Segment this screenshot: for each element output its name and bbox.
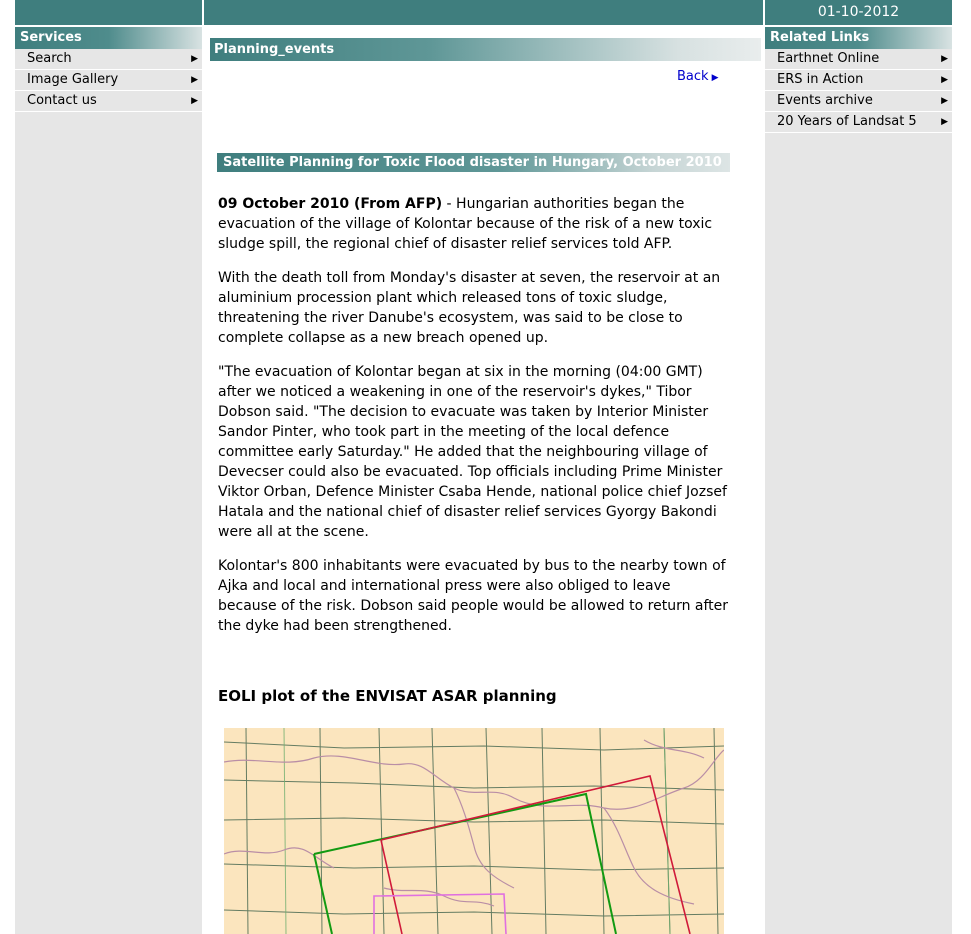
caret-right-icon: ▶ [941, 117, 948, 127]
article-lead: 09 October 2010 (From AFP) [218, 196, 443, 212]
related-link-ers-in-action[interactable] [765, 70, 952, 91]
services-item-image-gallery[interactable] [15, 70, 202, 91]
services-sidebar [15, 27, 202, 934]
services-item-label: Contact us [27, 93, 97, 108]
article-title: Satellite Planning for Toxic Flood disaster in Hungary, October 2010 [217, 153, 730, 172]
related-link-landsat-5[interactable] [765, 112, 952, 133]
caret-right-icon: ▶ [191, 96, 198, 106]
top-bar-center [204, 0, 763, 25]
eoli-plot-title: EOLI plot of the ENVISAT ASAR planning [218, 687, 557, 705]
article-paragraph: Kolontar's 800 inhabitants were evacuated by bus to the nearby town of Ajka and local and international press were also obliged to leave because of the risk. Dobson said people would be allowed to return after the dyke had been strengthened. [218, 558, 729, 634]
article-paragraph [218, 194, 733, 254]
article-paragraph: With the death toll from Monday's disaster at seven, the reservoir at an aluminium procession plant which released tons of toxic sludge, threatening the river Danube's ecosystem, was said to be close to complete collapse as a new breach opened up. [218, 270, 721, 346]
services-heading: Services [15, 27, 202, 49]
related-link-label: ERS in Action [777, 72, 864, 87]
caret-right-icon: ▶ [191, 75, 198, 85]
date-display: 01-10-2012 [765, 0, 952, 25]
related-links-sidebar [765, 27, 952, 934]
services-item-label: Image Gallery [27, 72, 119, 87]
article-body [218, 194, 733, 650]
caret-right-icon: ▶ [941, 75, 948, 85]
section-heading: Planning_events [210, 38, 761, 61]
services-item-label: Search [27, 51, 72, 66]
back-link-label: Back [677, 69, 709, 84]
related-link-label: 20 Years of Landsat 5 [777, 114, 917, 129]
article-lead-text: - Hungarian authorities began the evacuation of the village of Kolontar because of the risk of a new toxic sludge spill, the regional chief of disaster relief services told AFP. [218, 196, 713, 252]
eoli-plot-map [224, 728, 724, 934]
back-link[interactable] [677, 69, 718, 84]
article-paragraph: "The evacuation of Kolontar began at six in the morning (04:00 GMT) after we noticed a weakening in one of the reservoir's dykes," Tibor Dobson said. "The decision to evacuate was taken by Interior Minister Sandor Pinter, who took part in the meeting of the local defence committee early Saturday." He added that the neighbouring village of Devecser could also be evacuated. Top officials including Prime Minister Viktor Orban, Defence Minister Csaba Hende, national police chief Jozsef Hatala and the national chief of disaster relief services Gyorgy Bakondi were all at the scene. [218, 364, 727, 540]
eoli-plot-image [224, 728, 724, 934]
services-item-contact-us[interactable] [15, 91, 202, 112]
related-links-heading: Related Links [765, 27, 952, 49]
related-link-events-archive[interactable] [765, 91, 952, 112]
caret-right-icon: ▶ [711, 73, 719, 83]
services-item-search[interactable] [15, 49, 202, 70]
top-bar-left [15, 0, 202, 25]
main-content [204, 27, 763, 934]
caret-right-icon: ▶ [191, 54, 198, 64]
related-link-label: Events archive [777, 93, 873, 108]
related-link-earthnet-online[interactable] [765, 49, 952, 70]
caret-right-icon: ▶ [941, 54, 948, 64]
caret-right-icon: ▶ [941, 96, 948, 106]
related-link-label: Earthnet Online [777, 51, 880, 66]
